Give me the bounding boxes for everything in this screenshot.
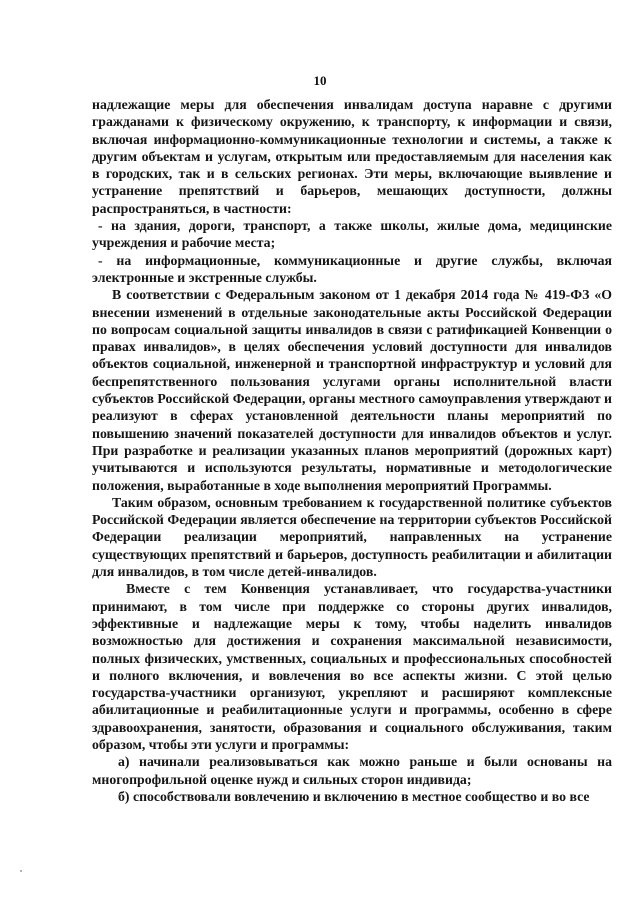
page-number: 10 (313, 73, 327, 88)
list-item-b: б) способствовали вовлечению и включению в местное сообщество и во все (118, 788, 590, 804)
paragraph-access-measures: надлежащие меры для обеспечения инвалидам доступа наравне с другими гражданами к физическому окружению, к транспорту, к информации и связи, включая информационно-коммуникационные технологии и системы, а также к другим объектам и услугам, открытым или предоставляемым для населения как в городских, так и в сельских регионах. Эти меры, включающие выявление и устранение препятствий и барьеров, мешающих доступности, должны распространяться, в частности: (92, 97, 612, 216)
list-item-services: - на информационные, коммуникационные и другие службы, включая электронные и экстренные службы. (92, 252, 612, 285)
paragraph-policy-requirement: Таким образом, основным требованием к государственной политике субъектов Российской Федерации является обеспечение на территории субъектов Российской Федерации реализации мероприятий, направленных на устранение существующих препятствий и барьеров, доступность реабилитации и абилитации для инвалидов, в том числе детей-инвалидов. (92, 494, 612, 580)
page-text (92, 96, 612, 805)
paragraph-federal-law: В соответствии с Федеральным законом от 1 декабря 2014 года № 419-ФЗ «О внесении изменений в отдельные законодательные акты Российской Федерации по вопросам социальной защиты инвалидов в связи с ратификацией Конвенции о правах инвалидов», в целях обеспечения условий доступности для инвалидов объектов социальной, инженерной и транспортной инфраструктур и условий для беспрепятственного пользования услугами органы исполнительной власти субъектов Российской Федерации, органы местного самоуправления утверждают и реализуют в сферах установленной деятельности планы мероприятий по повышению значений показателей доступности для инвалидов объектов и услуг. При разработке и реализации указанных планов мероприятий (дорожных карт) учитываются и используются результаты, нормативные и методологические положения, выработанные в ходе выполнения мероприятий Программы. (92, 287, 613, 493)
list-item-buildings: - на здания, дороги, транспорт, а также школы, жилые дома, медицинские учреждения и рабочие места; (92, 218, 612, 251)
scan-speck (20, 870, 22, 872)
list-item-a: а) начинали реализовываться как можно раньше и были основаны на многопрофильной оценке нужд и сильных сторон индивида; (92, 754, 612, 787)
paragraph-convention: Вместе с тем Конвенция устанавливает, что государства-участники принимают, в том числе при поддержке со стороны других инвалидов, эффективные и надлежащие меры к тому, чтобы наделить инвалидов возможностью для достижения и сохранения максимальной независимости, полных физических, умственных, социальных и профессиональных способностей и полного включения, и вовлечения во все аспекты жизни. С этой целью государства-участники организуют, укрепляют и расширяют комплексные абилитационные и реабилитационные услуги и программы, особенно в сфере здравоохранения, занятости, образования и социального обслуживания, таким образом, чтобы эти услуги и программы: (92, 581, 612, 752)
